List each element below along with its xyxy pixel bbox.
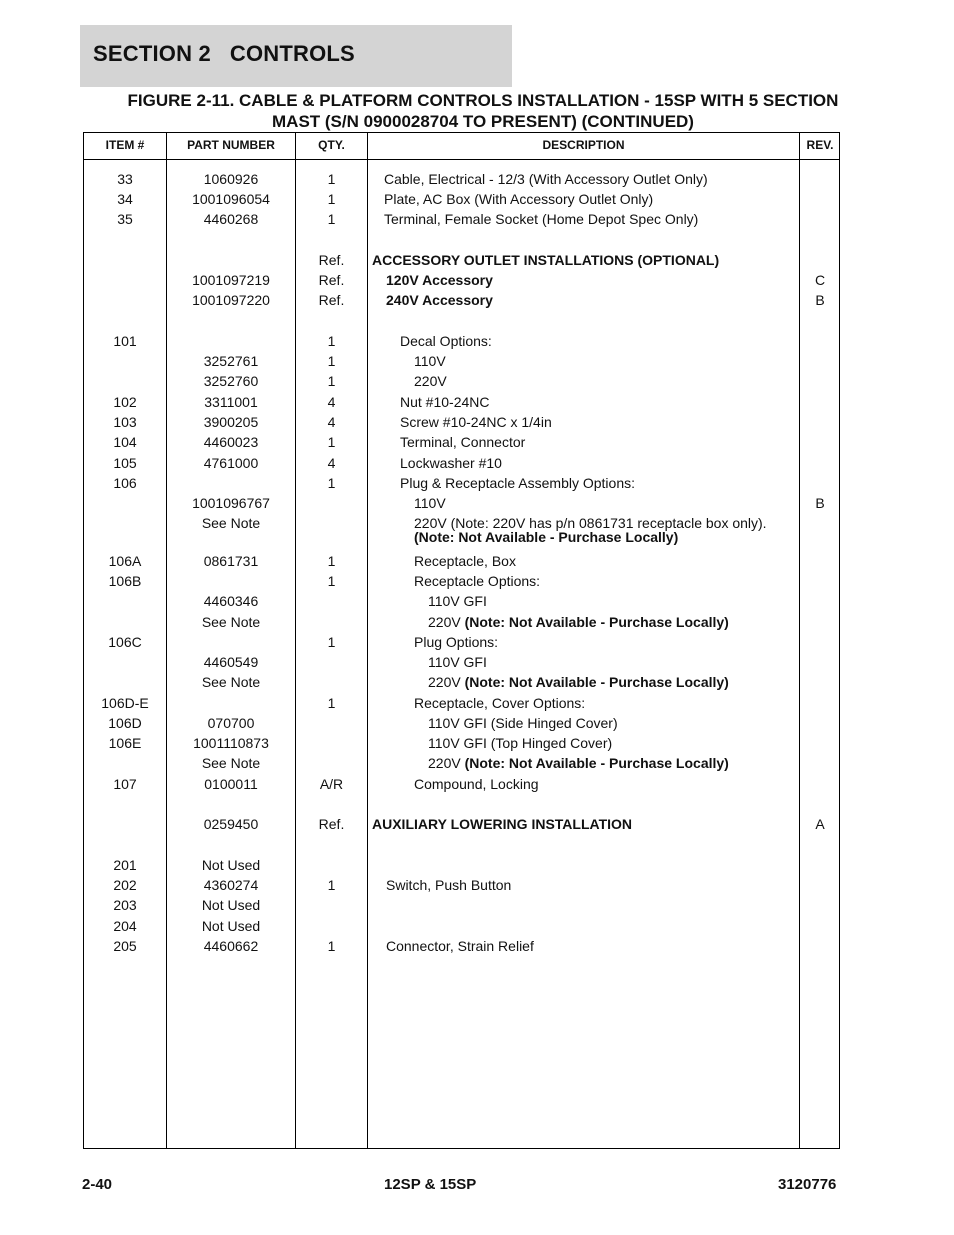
figure-title xyxy=(83,90,883,132)
table-row xyxy=(84,895,839,915)
item-number: 102 xyxy=(113,394,137,410)
quantity: Ref. xyxy=(318,272,345,288)
table-row xyxy=(84,693,839,713)
item-number: 203 xyxy=(113,897,137,913)
quantity: 1 xyxy=(327,434,336,450)
description: Terminal, Female Socket (Home Depot Spec Only) xyxy=(384,211,699,227)
description: 110V GFI (Side Hinged Cover) xyxy=(428,715,618,731)
description-text: 220V xyxy=(428,614,461,630)
description: Receptacle, Box xyxy=(414,553,516,569)
quantity: 1 xyxy=(327,877,336,893)
quantity: 4 xyxy=(327,455,336,471)
description: Plug Options: xyxy=(414,634,499,650)
description: 220V (Note: 220V has p/n 0861731 receptacle box only). xyxy=(414,515,767,531)
description: 110V xyxy=(414,495,446,511)
part-number: 3252761 xyxy=(203,353,259,369)
item-number: 107 xyxy=(113,776,137,792)
quantity: 4 xyxy=(327,394,336,410)
quantity: 4 xyxy=(327,414,336,430)
table-row xyxy=(84,733,839,753)
part-number: 4460346 xyxy=(203,593,259,609)
description: 110V xyxy=(414,353,446,369)
part-number: 0861731 xyxy=(203,553,259,569)
figure-title-line-1: FIGURE 2-11. CABLE & PLATFORM CONTROLS INSTALLATION - 15SP WITH 5 SECTION xyxy=(127,91,839,110)
item-number: 204 xyxy=(113,918,137,934)
description: Compound, Locking xyxy=(414,776,539,792)
item-number: 106B xyxy=(108,573,142,589)
description-text: 220V xyxy=(428,674,461,690)
item-number: 106D-E xyxy=(101,695,149,711)
table-row xyxy=(84,453,839,473)
table-row xyxy=(84,753,839,773)
description: 220V xyxy=(414,373,447,389)
revision: C xyxy=(814,272,826,288)
quantity: Ref. xyxy=(318,292,345,308)
quantity: 1 xyxy=(327,553,336,569)
quantity: 1 xyxy=(327,475,336,491)
table-row xyxy=(84,571,839,591)
part-number: See Note xyxy=(201,614,261,630)
quantity: 1 xyxy=(327,695,336,711)
quantity: 1 xyxy=(327,938,336,954)
description: Plate, AC Box (With Accessory Outlet Only) xyxy=(384,191,654,207)
description-note-line xyxy=(414,530,678,544)
part-number: 1001110873 xyxy=(193,735,269,751)
item-number: 105 xyxy=(113,455,137,471)
part-number: See Note xyxy=(201,515,261,531)
part-number: 4360274 xyxy=(203,877,259,893)
section-title: SECTION 2 CONTROLS xyxy=(93,41,355,66)
part-number: 4460268 xyxy=(203,211,259,227)
document-number: 3120776 xyxy=(778,1176,837,1193)
table-row xyxy=(84,473,839,493)
header-divider xyxy=(84,159,839,160)
part-number: 4460023 xyxy=(203,434,259,450)
quantity: 1 xyxy=(327,191,336,207)
item-number: 34 xyxy=(117,191,133,207)
description: Screw #10-24NC x 1/4in xyxy=(400,414,552,430)
table-row xyxy=(84,652,839,672)
item-number: 106E xyxy=(108,735,142,751)
quantity: 1 xyxy=(327,211,336,227)
description: 120V Accessory xyxy=(386,272,493,288)
quantity: 1 xyxy=(327,171,336,187)
table-row xyxy=(84,814,839,834)
description-note: (Note: Not Available - Purchase Locally) xyxy=(464,614,729,630)
description xyxy=(368,612,858,632)
item-number: 106A xyxy=(108,553,142,569)
part-number: 1001097219 xyxy=(192,272,270,288)
table-row xyxy=(84,169,839,189)
description: Decal Options: xyxy=(400,333,492,349)
part-number: 1001096767 xyxy=(192,495,270,511)
revision: A xyxy=(815,816,825,832)
description: 240V Accessory xyxy=(386,292,493,308)
quantity: A/R xyxy=(319,776,344,792)
table-row xyxy=(84,855,839,875)
item-number: 35 xyxy=(117,211,133,227)
description: Cable, Electrical - 12/3 (With Accessory Outlet Only) xyxy=(384,171,708,187)
description: Receptacle, Cover Options: xyxy=(414,695,586,711)
part-number: 1060926 xyxy=(203,171,259,187)
part-number: 3252760 xyxy=(203,373,259,389)
quantity: Ref. xyxy=(318,252,345,268)
description: 110V GFI xyxy=(428,593,487,609)
quantity: 1 xyxy=(327,353,336,369)
table-row xyxy=(84,371,839,391)
header-rev: REV. xyxy=(806,138,834,152)
table-row xyxy=(84,493,839,513)
table-row xyxy=(84,392,839,412)
description: Nut #10-24NC xyxy=(400,394,490,410)
table-row xyxy=(84,351,839,371)
table-row xyxy=(84,875,839,895)
table-row xyxy=(84,250,839,270)
item-number: 205 xyxy=(113,938,137,954)
table-row xyxy=(84,916,839,936)
part-number: 4761000 xyxy=(203,455,259,471)
table-row xyxy=(84,672,839,692)
quantity: 1 xyxy=(327,373,336,389)
table-row xyxy=(84,774,839,794)
description xyxy=(368,672,858,692)
section-header-band xyxy=(80,25,512,87)
part-number: Not Used xyxy=(201,897,261,913)
table-row xyxy=(84,591,839,611)
header-description: DESCRIPTION xyxy=(542,138,625,152)
description: 110V GFI (Top Hinged Cover) xyxy=(428,735,613,751)
part-number: 0100011 xyxy=(204,776,258,792)
part-number: 3900205 xyxy=(203,414,259,430)
header-qty: QTY. xyxy=(318,138,345,152)
quantity: 1 xyxy=(327,333,336,349)
table-row xyxy=(84,612,839,632)
description: Receptacle Options: xyxy=(414,573,541,589)
table-row xyxy=(84,936,839,956)
table-row xyxy=(84,632,839,652)
page-number: 2-40 xyxy=(82,1176,113,1193)
description-text: 220V xyxy=(428,755,461,771)
description-note: (Note: Not Available - Purchase Locally) xyxy=(464,674,729,690)
item-number: 101 xyxy=(113,333,137,349)
table-row xyxy=(84,209,839,229)
part-number: 4460549 xyxy=(203,654,259,670)
quantity: 1 xyxy=(327,634,336,650)
parts-table xyxy=(83,132,840,1149)
item-number: 104 xyxy=(113,434,137,450)
table-row xyxy=(84,290,839,310)
table-row xyxy=(84,432,839,452)
description: ACCESSORY OUTLET INSTALLATIONS (OPTIONAL) xyxy=(372,252,720,268)
description: 110V GFI xyxy=(428,654,487,670)
part-number: 070700 xyxy=(207,715,255,731)
table-row xyxy=(84,189,839,209)
description-note: (Note: Not Available - Purchase Locally) xyxy=(464,755,729,771)
item-number: 201 xyxy=(113,857,137,873)
table-row xyxy=(84,270,839,290)
part-number: See Note xyxy=(201,755,261,771)
table-row xyxy=(84,713,839,733)
description: Terminal, Connector xyxy=(400,434,526,450)
item-number: 103 xyxy=(113,414,137,430)
part-number: 1001096054 xyxy=(192,191,270,207)
description xyxy=(368,753,858,773)
figure-title-line-2: MAST (S/N 0900028704 TO PRESENT) (CONTINUED) xyxy=(272,112,694,131)
item-number: 106C xyxy=(108,634,142,650)
item-number: 106D xyxy=(108,715,142,731)
description: Switch, Push Button xyxy=(386,877,512,893)
part-number: 3311001 xyxy=(204,394,258,410)
description-note: (Note: Not Available - Purchase Locally) xyxy=(414,529,679,545)
part-number: 4460662 xyxy=(203,938,259,954)
quantity: Ref. xyxy=(318,816,345,832)
description: AUXILIARY LOWERING INSTALLATION xyxy=(372,816,633,832)
item-number: 202 xyxy=(113,877,137,893)
table-row xyxy=(84,551,839,571)
model-name: 12SP & 15SP xyxy=(384,1176,477,1193)
part-number: 0259450 xyxy=(203,816,259,832)
part-number: Not Used xyxy=(201,918,261,934)
item-number: 33 xyxy=(117,171,133,187)
revision: B xyxy=(815,495,825,511)
part-number: 1001097220 xyxy=(192,292,270,308)
description: Connector, Strain Relief xyxy=(386,938,534,954)
table-row xyxy=(84,331,839,351)
quantity: 1 xyxy=(327,573,336,589)
description: Plug & Receptacle Assembly Options: xyxy=(400,475,636,491)
revision: B xyxy=(815,292,825,308)
table-row xyxy=(84,513,839,545)
item-number: 106 xyxy=(113,475,137,491)
description: Lockwasher #10 xyxy=(400,455,502,471)
header-item: ITEM # xyxy=(105,138,145,152)
table-row xyxy=(84,412,839,432)
part-number: Not Used xyxy=(201,857,261,873)
part-number: See Note xyxy=(201,674,261,690)
header-part-number: PART NUMBER xyxy=(187,138,275,152)
